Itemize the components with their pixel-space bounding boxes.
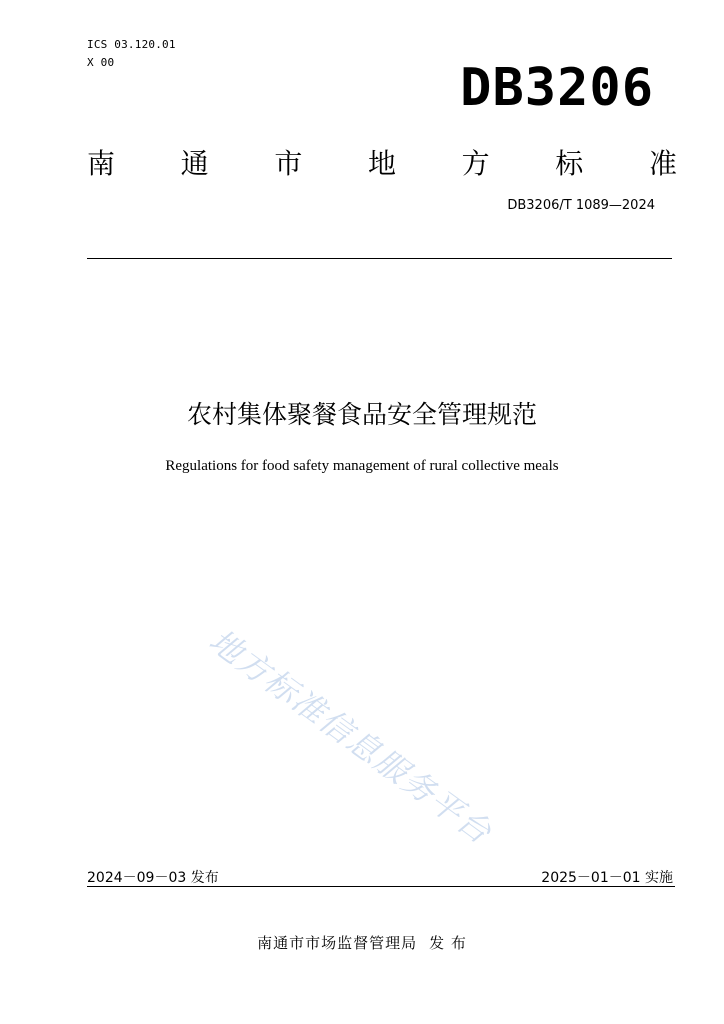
- standard-type-char: 地: [367, 147, 396, 180]
- standard-type-char: 方: [461, 147, 490, 180]
- issue-date: 2024－09－03 发布: [87, 870, 219, 886]
- issuer-action: 发 布: [429, 934, 467, 952]
- top-divider: [87, 258, 672, 259]
- bottom-divider: [87, 886, 675, 887]
- watermark: 地方标准信息服务平台: [202, 621, 500, 852]
- standard-type-char: 通: [180, 147, 209, 180]
- standard-type: [87, 142, 677, 182]
- issuer-line: [0, 932, 724, 953]
- standard-number: DB3206/T 1089—2024: [507, 198, 655, 213]
- implementation-date: 2025－01－01 实施: [541, 870, 673, 886]
- db-code-logo: DB3206: [460, 58, 654, 118]
- document-title-zh: 农村集体聚餐食品安全管理规范: [186, 400, 537, 429]
- standard-type-char: 准: [648, 147, 677, 180]
- document-title-en: Regulations for food safety management of rural collective meals: [165, 458, 559, 474]
- standard-type-char: 市: [274, 147, 303, 180]
- issuer-name: 南通市市场监督管理局: [257, 934, 418, 952]
- standard-type-char: 南: [87, 147, 116, 180]
- standard-type-char: 标: [555, 147, 584, 180]
- classification-code: X 00: [87, 56, 115, 69]
- ics-code: ICS 03.120.01: [87, 38, 176, 51]
